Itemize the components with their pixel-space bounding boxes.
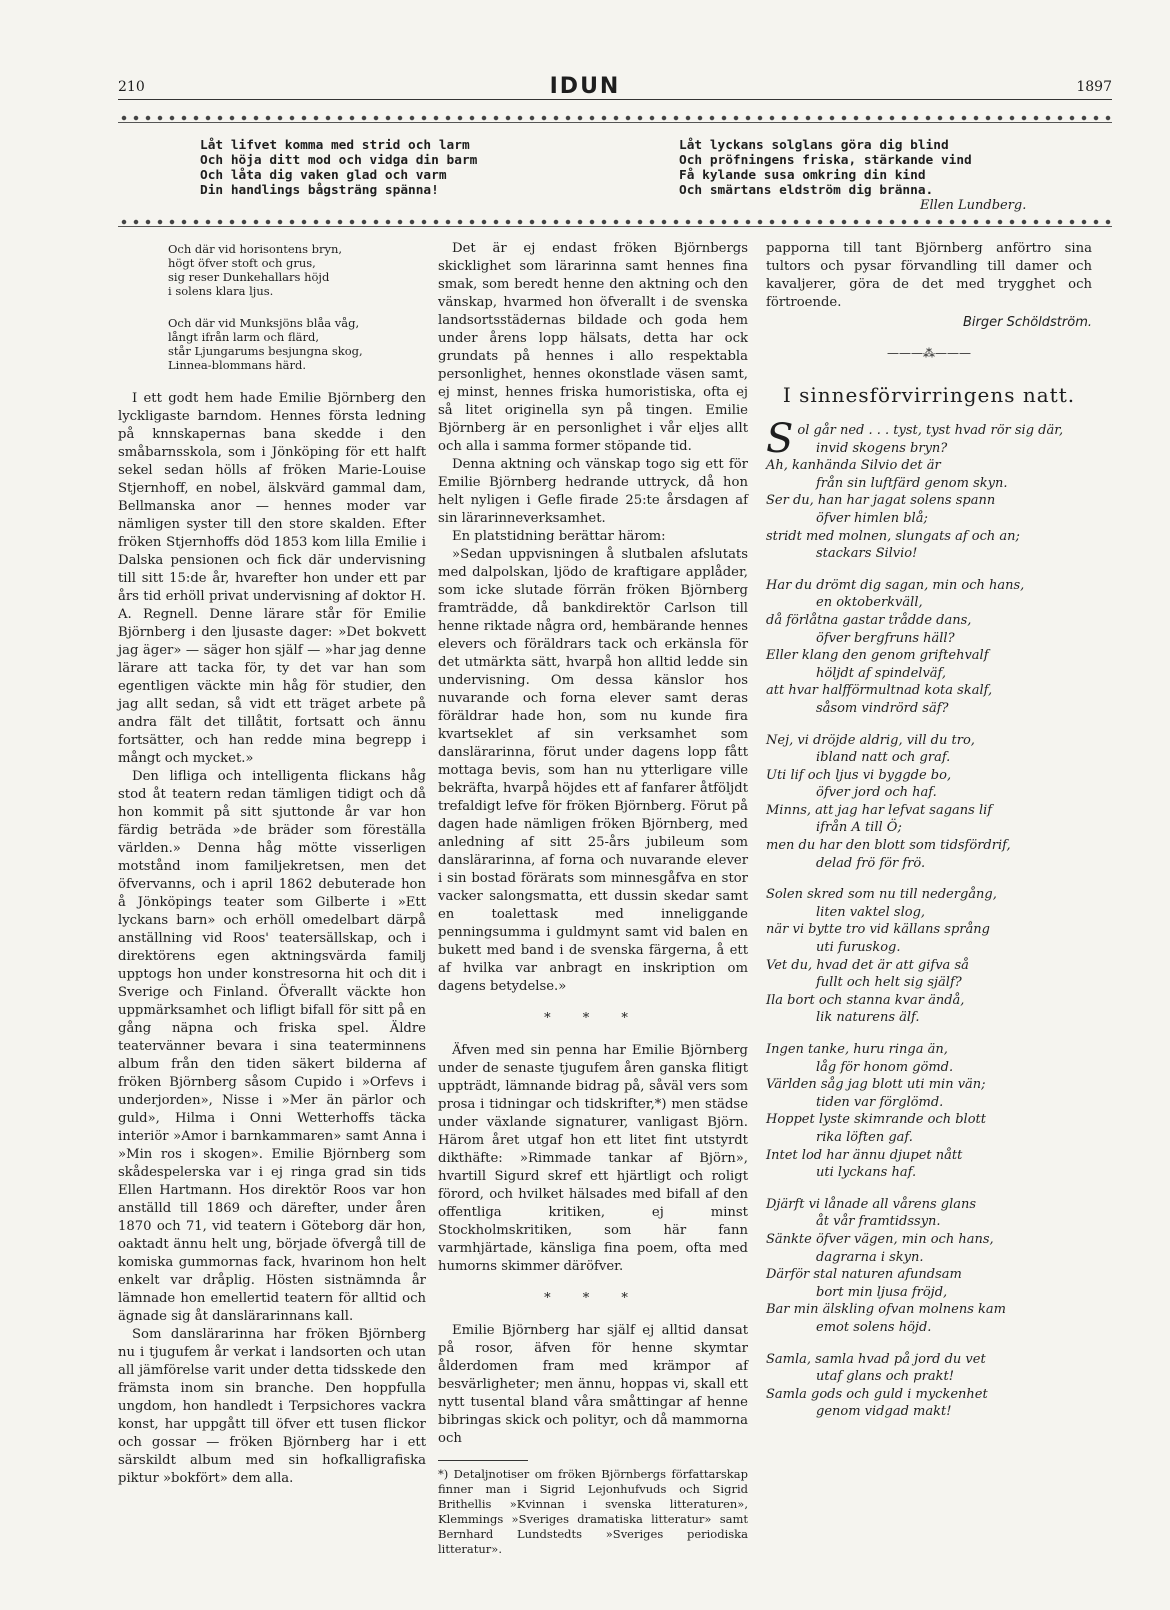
poem-line: Eller klang den genom griftehvalf: [766, 648, 989, 664]
poem-line: Har du drömt dig sagan, min och hans,: [766, 577, 1025, 593]
poem-line: Minns, att jag har lefvat sagans lif: [766, 802, 993, 818]
poem-stanza: [766, 732, 1092, 873]
verse-line: Och där vid horisontens bryn,: [168, 242, 343, 256]
section-stars: * * *: [544, 1011, 642, 1026]
poem-line: rika löften gaf.: [816, 1129, 913, 1145]
poem-line: öfver himlen blå;: [816, 510, 928, 526]
poem-line: dagrarna i skyn.: [816, 1249, 924, 1265]
journal-title: IDUN: [549, 74, 621, 99]
poem-line: genom vidgad makt!: [816, 1404, 952, 1420]
column-3: [766, 240, 1092, 1435]
poem-line: låg för honom gömd.: [816, 1059, 954, 1075]
verse-line: sig reser Dunkehallars höjd: [168, 270, 330, 284]
page-number: 210: [118, 79, 145, 95]
drop-cap: S: [766, 416, 794, 462]
poem-line: att hvar halfförmultnad kota skalf,: [766, 683, 993, 699]
paragraph: En platstidning berättar härom:: [452, 529, 666, 544]
poem-line: ibland natt och graf.: [816, 750, 951, 766]
paragraph: I ett godt hem hade Emilie Björnberg den lyckligaste barndom. Hennes första ledning på knnskapernas bana skedde i den småbarnsskola, som i Jönköping för ett halft sekel sedan hölls af fröken Marie-Louise Stjernhoff, en nobel, älskvärd gammal dam, Bellmanska anor — hennes moder var nämligen syster till den store skalden. Efter fröken Stjernhoffs död 1853 kom lilla Emilie i Dalska pensionen och fick där undervisning till sitt 15:de år, hvarefter hon under ett par års tid erhöll privat undervisning af doktor H. A. Regnell. Denne lärare står för Emilie Björnberg i den ljusaste dager: »Det bokvett jag äger» — säger hon själf — »har jag denne lärare att tacka för, ty det var han som egentligen väckte min håg för studier, den jag allt sedan, så vidt ett träget arbete på andra fält det tillåtit, fortsatt och ännu fortsätter, och han redde mina begrepp i mångt och mycket.»: [118, 391, 426, 766]
poem-line: Hoppet lyste skimrande och blott: [766, 1112, 986, 1128]
ornament-bottom: [118, 216, 1112, 227]
poem-line: delad frö för frö.: [816, 855, 926, 871]
poem-line: Därför stal naturen afundsam: [766, 1267, 962, 1283]
poem-line: stridt med molnen, slungats af och an;: [766, 528, 1020, 544]
paragraph: Det är ej endast fröken Björnbergs skicklighet som lärarinna samt hennes fina smak, som beredt henne den aktning och den vänskap, hvarmed hon öfverallt i de svenska landsortsstädernas bildade och goda hem under årens lopp hälsats, detta har ock grundats på hennes i allo respektabla personlighet, hennes okonstlade väsen samt, ej minst, hennes friska humoristiska, ofta ej så litet originella syn på tingen. Emilie Björnberg är en personlighet i vår eljes allt och alla i samma former stöpande tid.: [438, 241, 748, 454]
poem-stanza: [766, 416, 1092, 563]
poem-line: Samla, samla hvad på jord du vet: [766, 1351, 986, 1367]
poem-line: fullt och helt sig själf?: [816, 975, 962, 991]
poem-line: Ingen tanke, huru ringa än,: [766, 1042, 948, 1057]
poem-line: när vi bytte tro vid källans språng: [766, 922, 990, 938]
poem-line: bort min ljusa fröjd,: [816, 1284, 948, 1300]
poem-line: emot solens höjd.: [816, 1319, 932, 1335]
poem-line: Intet lod har ännu djupet nått: [766, 1147, 963, 1163]
poem-line: åt vår framtidssyn.: [816, 1214, 941, 1230]
poem-line: Solen skred som nu till nedergång,: [766, 887, 997, 903]
poem-line: Djärft vi lånade all vårens glans: [766, 1196, 977, 1212]
verse-block-2: [118, 316, 426, 372]
paragraph: Emilie Björnberg har själf ej alltid dansat på rosor, äfven för henne skymtar ålderdomen fram med krämpor af besvärligheter; men ännu, hoppas vi, skall ett nytt tusental bland våra småttingar af henne bibringas skick och polityr, och då mammorna och: [438, 1323, 748, 1446]
verse-line: Och låta dig vaken glad och varm: [200, 168, 447, 183]
verse-line: långt ifrån larm och flärd,: [168, 330, 319, 344]
poem-line: Bar min älskling ofvan molnens kam: [766, 1302, 1006, 1318]
paragraph: Den lifliga och intelligenta flickans håg stod åt teatern redan tämligen tidigt och då hon kommit på sitt sjuttonde år var hon färdig beträda »de bräder som föreställa världen.» Denna håg mötte visserligen motstånd inom familjekretsen, men det öfvervanns, och i april 1862 debuterade hon å Jönköpings teater som Gilberte i »Ett lyckans barn» och erhöll omedelbart därpå anställning vid Roos' teatersällskap, och i direktörens egen aktningsvärda familj upptogs hon under konstresorna hit och dit i Sverige och Finland. Öfverallt väckte hon uppmärksamhet och lifligt bifall för sitt på en gång näpna och friska spel. Äldre teatervänner bevara i sina teaterminnens album från den tiden säkert bilderna af fröken Björnberg såsom Cupido i »Orfevs i underjorden», Nisse i »Mer än pärlor och guld», Hilma i Onni Wetterhoffs täcka interiör »Amor i barnkammaren» samt Anna i »Min ros i skogen». Emilie Björnberg som skådespelerska var i ej ringa grad sin tids Ellen Hartmann. Hos direktör Roos var hon anställd till 1869 och därefter, under åren 1870 och 71, vid teatern i Göteborg där hon, oaktadt ännu helt ung, började öfvergå till de komiska gummornas fack, hvarinom hon helt enkelt var dråplig. Hösten sistnämnda år lämnade hon emellertid teatern för alltid och ägnade sig åt danslärarinnans kall.: [118, 769, 426, 1324]
divider: ———⁂———: [887, 346, 971, 360]
header-rule: [118, 99, 1112, 100]
paragraph: »Sedan uppvisningen å slutbalen afslutats med dalpolskan, ljödo de kraftigare applåder, som icke slutade förrän fröken Björnberg framträdde, då bankdirektör Carlson till henne riktade några ord, hembärande hennes elevers och föräldrars tack och erkänsla för det utmärkta sätt, hvarpå hon alltid ledde sin undervisning. Om dessa känslor hos nuvarande och forna elever samt deras föräldrar hade hon, som nu kunde fira kvartseklet af sin verksamhet som danslärarinna, förut under dagens lopp fått mottaga bevis, som han nu ytterligare ville bekräfta, hvarpå höjdes ett af fanfarer åtföljdt trefaldigt lefve för fröken Björnberg. Förut på dagen hade nämligen fröken Björnberg, med anledning af sitt 25-års jubileum som danslärarinna, af forna och nuvarande elever i sin bostad förärats som minnesgåfva en stor vacker salongsmatta, ett dussin skedar samt en toalettask med inneliggande penningsumma i guldmynt samt vid balen en bukett med band i de svenska färgerna, å ett af hvilka var anbragt en inskription om dagens betydelse.»: [438, 547, 748, 994]
poem-line: ol går ned . . . tyst, tyst hvad rör sig där,: [797, 423, 1064, 438]
poem-line: liten vaktel slog,: [816, 904, 926, 920]
poem-line: öfver bergfruns häll?: [816, 630, 955, 646]
poem-line: tiden var förglömd.: [816, 1094, 944, 1110]
poem-line: höljdt af spindelväf,: [816, 665, 947, 681]
poem-stanza: [766, 1041, 1092, 1182]
column-1: [118, 242, 426, 1488]
poem-line: ifrån A till Ö;: [816, 820, 902, 836]
poem-line: öfver jord och haf.: [816, 785, 937, 801]
paragraph: Denna aktning och vänskap togo sig ett för Emilie Björnberg hedrande uttryck, då hon helt nyligen i Gefle firade 25:te årsdagen af sin lärarinneverksamhet.: [438, 457, 748, 526]
poem-line: Sänkte öfver vägen, min och hans,: [766, 1231, 994, 1247]
paragraph: Som danslärarinna har fröken Björnberg nu i tjugufem år verkat i landsorten och utan all jämförelse varit under detta tidsskede den främsta inom sin branche. Den hoppfulla ungdom, hon handledt i Terpsichores vackra konst, har uppgått till öfver ett tusen flickor och gossar — fröken Björnberg har i ett särskildt album med sin hofkalligrafiska piktur »bokfört» dem alla.: [118, 1327, 426, 1486]
verse-line: Din handlings bågsträng spänna!: [200, 183, 439, 198]
verse-line: Och höja ditt mod och vidga din barm: [200, 153, 478, 168]
verse-line: Och smärtans eldström dig bränna.: [679, 183, 934, 198]
poem-stanza: [766, 577, 1092, 718]
poem-line: Nej, vi dröjde aldrig, vill du tro,: [766, 732, 975, 748]
poem-line: Vet du, hvad det är att gifva så: [766, 957, 969, 973]
poem-line: men du har den blott som tidsfördrif,: [766, 838, 1011, 854]
verse-line: Låt lyckans solglans göra dig blind: [679, 138, 949, 153]
ornament-top: [118, 112, 1112, 123]
poem-line: Ila bort och stanna kvar ändå,: [766, 992, 965, 1008]
poem-line: Samla gods och guld i myckenhet: [766, 1386, 988, 1402]
poem-line: Ah, kanhända Silvio det är: [766, 458, 941, 474]
poem-line: Uti lif och ljus vi byggde bo,: [766, 767, 952, 783]
poem-line: från sin luftfärd genom skyn.: [816, 475, 1008, 491]
poem-line: utaf glans och prakt!: [816, 1369, 954, 1385]
top-poem-signature: Ellen Lundberg.: [920, 198, 1027, 213]
verse-line: står Ljungarums besjungna skog,: [168, 344, 363, 358]
verse-line: Och där vid Munksjöns blåa våg,: [168, 316, 360, 330]
poem-line: Världen såg jag blott uti min vän;: [766, 1077, 986, 1093]
verse-line: högt öfver stoft och grus,: [168, 256, 316, 270]
year: 1897: [1076, 79, 1112, 95]
poem-stanza: [766, 886, 1092, 1027]
footnote: *) Detaljnotiser om fröken Björnbergs författarskap finner man i Sigrid Lejonhufvuds och Sigrid Brithellis »Kvinnan i svenska litteraturen», Klemmings »Sveriges dramatiska litteratur» samt Bernhard Lundstedts »Sveriges periodiska litteratur».: [438, 1467, 748, 1556]
poem: [766, 416, 1092, 1421]
poem-line: då förlåtna gastar trådde dans,: [766, 612, 972, 628]
verse-line: Och pröfningens friska, stärkande vind: [679, 153, 972, 168]
poem-stanza: [766, 1351, 1092, 1421]
poem-stanza: [766, 1196, 1092, 1337]
verse-block-1: [118, 242, 426, 298]
poem-line: en oktoberkväll,: [816, 595, 923, 611]
poem-line: uti furuskog.: [816, 940, 901, 956]
article-signature: Birger Schöldström.: [962, 315, 1092, 330]
poem-title: I sinnesförvirringens natt.: [782, 383, 1076, 407]
paragraph: Äfven med sin penna har Emilie Björnberg under de senaste tjugufem åren ganska flitigt uppträdt, lämnande bidrag på, såväl vers som prosa i tidningar och tidskrifter,*) men städse under växlande signaturer, vanligast Björn. Härom året utgaf hon ett litet fint utstyrdt dikthäfte: »Rimmade tankar af Björn», hvartill Sigurd skref ett hjärtligt och roligt förord, och hvilket hälsades med bifall af den offentliga kritiken, ej minst Stockholmskritiken, som här fann varmhjärtade, känsliga fina poem, ofta med humorns skimmer däröfver.: [438, 1043, 748, 1274]
poem-line: såsom vindrörd säf?: [816, 700, 949, 716]
top-poem-left: [200, 138, 477, 198]
paragraph: papporna till tant Björnberg anförtro sina tultors och pysar förvandling till damer och kavaljerer, göra de det med trygghet och förtroende.: [766, 241, 1092, 310]
section-stars: * * *: [544, 1291, 642, 1306]
poem-line: stackars Silvio!: [816, 546, 918, 562]
poem-line: invid skogens bryn?: [816, 440, 948, 456]
verse-line: i solens klara ljus.: [168, 284, 274, 298]
column-2: [438, 240, 748, 1557]
poem-line: Ser du, han har jagat solens spann: [766, 493, 996, 509]
top-poem-right: [679, 138, 972, 198]
verse-line: Låt lifvet komma med strid och larm: [200, 138, 470, 153]
verse-line: Få kylande susa omkring din kind: [679, 168, 926, 183]
footnote-rule: [438, 1460, 528, 1461]
poem-line: uti lyckans haf.: [816, 1165, 917, 1181]
poem-line: lik naturens älf.: [816, 1010, 920, 1026]
verse-line: Linnea-blommans härd.: [168, 358, 307, 372]
